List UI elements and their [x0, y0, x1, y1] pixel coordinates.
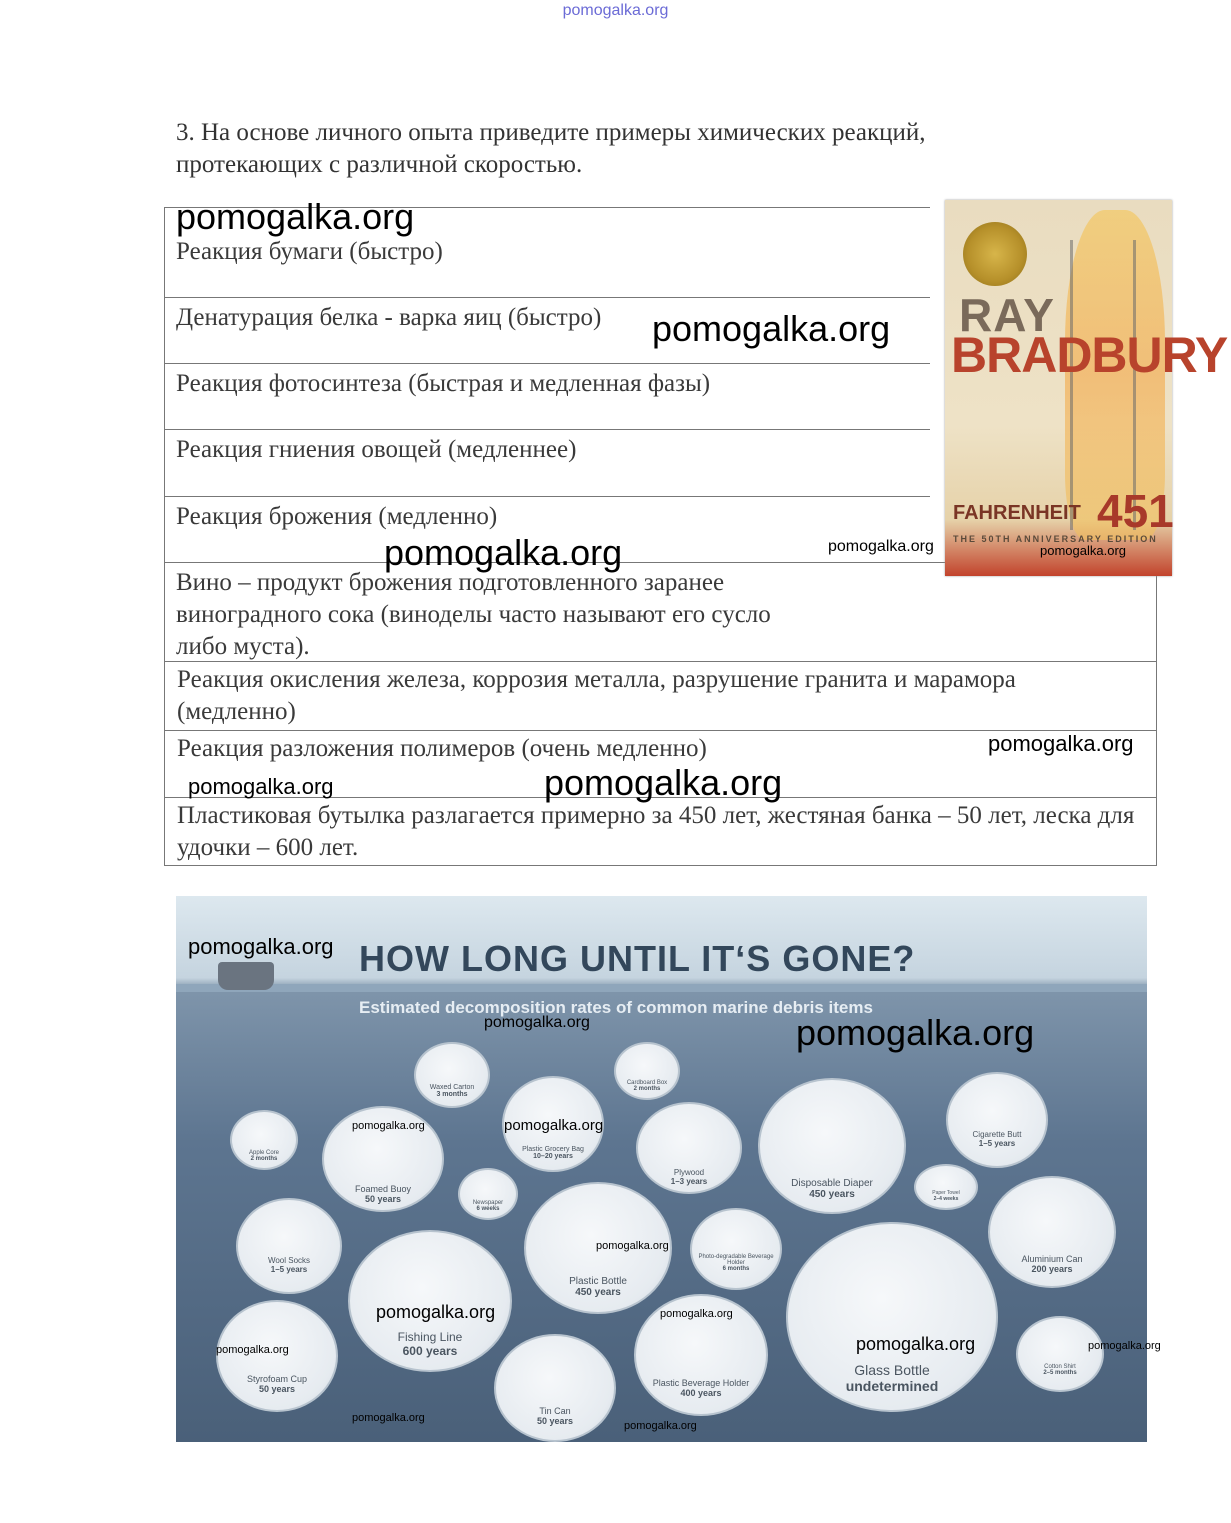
item-cardboard-box: [614, 1042, 680, 1100]
watermark: pomogalka.org: [1040, 543, 1126, 558]
infographic-subtitle: Estimated decomposition rates of common marine debris items: [359, 998, 873, 1017]
item-plywood: [636, 1102, 742, 1194]
watermark: pomogalka.org: [176, 196, 415, 237]
watermark: pomogalka.org: [216, 1344, 289, 1356]
item-name: Plastic Bottle: [569, 1276, 627, 1287]
item-fishing-line: [348, 1230, 512, 1372]
table-row: [164, 429, 930, 496]
table-left-border: [164, 207, 165, 662]
item-time: 1–3 years: [670, 1177, 708, 1186]
row-text: Реакция фотосинтеза (быстрая и медленная фазы): [176, 370, 711, 397]
item-time: 450 years: [575, 1287, 621, 1298]
row-text: Вино – продукт брожения подготовленного заранее виноградного сока (виноделы часто называют его сусло либо муста).: [176, 569, 771, 660]
item-time: 200 years: [1031, 1264, 1073, 1274]
item-name: Fishing Line: [397, 1330, 463, 1344]
item-time: 50 years: [258, 1384, 296, 1394]
item-time: 2 months: [250, 1156, 278, 1162]
item-wool-socks: [236, 1198, 342, 1294]
item-time: 1–5 years: [978, 1139, 1016, 1148]
item-photo-degradable-holder: [690, 1208, 782, 1290]
item-styrofoam-cup: [216, 1300, 338, 1412]
row-text: Реакция разложения полимеров (очень медленно): [177, 735, 707, 762]
item-name: Aluminium Can: [1021, 1254, 1083, 1264]
boat-icon: [218, 962, 274, 990]
item-name: Plastic Grocery Bag: [522, 1146, 584, 1153]
sea-surface: [176, 984, 1147, 992]
item-name: Plywood: [673, 1168, 705, 1177]
item-name: Paper Towel: [932, 1190, 960, 1196]
item-name: Plastic Beverage Holder: [652, 1378, 750, 1388]
watermark: pomogalka.org: [484, 1014, 590, 1031]
watermark: pomogalka.org: [796, 1012, 1035, 1053]
item-time: 6 months: [722, 1266, 750, 1272]
watermark: pomogalka.org: [828, 538, 934, 555]
item-time: 50 years: [536, 1416, 574, 1426]
item-cigarette-butt: [946, 1072, 1048, 1168]
item-name: Cigarette Butt: [972, 1130, 1022, 1139]
row-text: Пластиковая бутылка разлагается примерно за 450 лет, жестяная банка – 50 лет, леска для удочки – 600 лет.: [177, 802, 1135, 861]
item-cotton-shirt: [1016, 1316, 1104, 1392]
infographic-title: HOW LONG UNTIL IT‘S GONE?: [359, 938, 916, 979]
item-tin-can: [494, 1334, 616, 1442]
row-text: Реакция окисления железа, коррозия металла, разрушение гранита и марамора (медленно): [177, 666, 1016, 725]
item-name: Glass Bottle: [854, 1362, 930, 1378]
item-name: Cotton Shirt: [1044, 1364, 1076, 1370]
watermark: pomogalka.org: [188, 934, 334, 959]
item-glass-bottle: [786, 1222, 998, 1412]
book-author-last: BRADBURY: [951, 327, 1228, 383]
item-name: Apple Core: [248, 1150, 280, 1156]
item-time: 2 months: [633, 1086, 661, 1092]
watermark: pomogalka.org: [660, 1308, 733, 1320]
item-time: 1–5 years: [270, 1265, 308, 1274]
watermark: pomogalka.org: [352, 1412, 425, 1424]
item-time: 2–5 months: [1043, 1370, 1077, 1376]
row-text: Денатурация белка - варка яиц (быстро): [176, 304, 602, 331]
item-name: Waxed Carton: [429, 1084, 475, 1091]
item-name: Cardboard Box: [626, 1080, 668, 1086]
watermark: pomogalka.org: [856, 1334, 976, 1354]
book-cover-image: [945, 200, 1228, 576]
watermark: pomogalka.org: [624, 1420, 697, 1432]
item-time: 450 years: [809, 1189, 855, 1200]
item-newspaper: [458, 1168, 518, 1220]
item-name: Foamed Buoy: [354, 1184, 412, 1194]
item-disposable-diaper: [758, 1078, 906, 1214]
item-name: Wool Socks: [267, 1256, 311, 1265]
book-edition: THE 50TH ANNIVERSARY EDITION: [953, 534, 1158, 544]
watermark: pomogalka.org: [544, 762, 783, 803]
item-name: Photo-degradable Beverage Holder: [698, 1254, 774, 1266]
watermark: pomogalka.org: [352, 1120, 425, 1132]
item-name: Newspaper: [472, 1200, 504, 1206]
watermark: pomogalka.org: [596, 1240, 669, 1252]
item-time: 400 years: [680, 1388, 722, 1398]
item-waxed-carton: [414, 1042, 490, 1108]
item-name: Styrofoam Cup: [246, 1374, 308, 1384]
watermark: pomogalka.org: [376, 1302, 496, 1322]
watermark: pomogalka.org: [988, 731, 1134, 756]
table-row: [164, 797, 1157, 866]
item-aluminium-can: [988, 1176, 1116, 1288]
decomposition-infographic: [176, 896, 1147, 1442]
watermark: pomogalka.org: [384, 532, 623, 573]
watermark: pomogalka.org: [504, 1117, 604, 1134]
watermark: pomogalka.org: [652, 308, 891, 349]
book-number: 451: [1097, 485, 1174, 537]
item-name: Disposable Diaper: [791, 1178, 873, 1189]
row-text: Реакция брожения (медленно): [176, 503, 498, 530]
watermark: pomogalka.org: [188, 774, 334, 799]
book-title: FAHRENHEIT: [953, 502, 1081, 524]
item-time: 50 years: [364, 1194, 402, 1204]
item-time: 6 weeks: [476, 1206, 500, 1212]
item-time: 600 years: [402, 1344, 458, 1358]
row-text: Реакция бумаги (быстро): [176, 238, 443, 265]
table-row: [164, 363, 930, 429]
book-author-first: RAY: [959, 289, 1055, 341]
item-time: undetermined: [845, 1378, 939, 1394]
item-time: 10–20 years: [533, 1153, 573, 1160]
item-time: 2–4 weeks: [933, 1196, 959, 1202]
table-row: [164, 562, 1157, 661]
row-text: Реакция гниения овощей (медленнее): [176, 436, 577, 463]
table-row: [164, 661, 1157, 730]
watermark: pomogalka.org: [1088, 1340, 1161, 1352]
item-apple-core: [230, 1110, 298, 1170]
site-header-link[interactable]: pomogalka.org: [562, 2, 669, 19]
item-paper-towel: [914, 1164, 978, 1210]
question-text: 3. На основе личного опыта приведите примеры химических реакций, протекающих с различной скоростью.: [176, 119, 926, 178]
item-time: 3 months: [436, 1091, 468, 1098]
award-seal-icon: [963, 222, 1027, 286]
item-name: Tin Can: [539, 1406, 571, 1416]
